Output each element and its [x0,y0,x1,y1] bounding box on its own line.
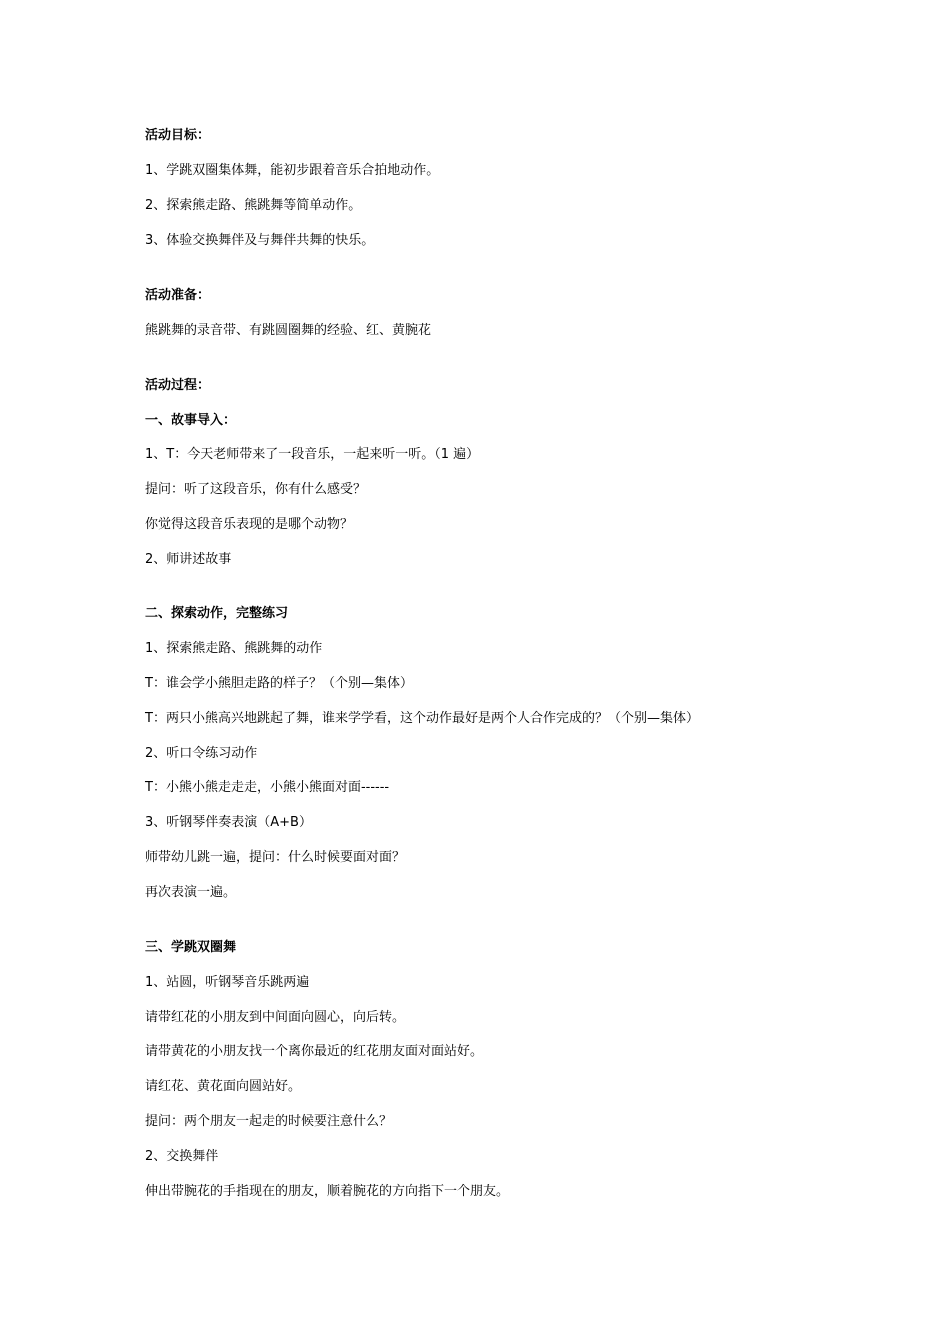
section1-line-1: 1、T：今天老师带来了一段音乐，一起来听一听。（1 遍） [145,447,480,462]
section2-line-7: 师带幼儿跳一遍，提问：什么时候要面对面？ [145,850,406,865]
section3-line-3: 请带黄花的小朋友找一个离你最近的红花朋友面对面站好。 [145,1044,484,1059]
section3-line-5: 提问：两个朋友一起走的时候要注意什么？ [145,1114,393,1129]
goals-heading: 活动目标： [145,128,211,143]
goal-item-3: 3、体验交换舞伴及与舞伴共舞的快乐。 [145,233,375,248]
section2-heading: 二、探索动作，完整练习 [145,606,289,621]
section2-line-1: 1、探索熊走路、熊跳舞的动作 [145,641,323,656]
process-heading: 活动过程： [145,378,211,393]
section2-line-5: T：小熊小熊走走走，小熊小熊面对面------ [145,780,390,795]
section2-line-4: 2、听口令练习动作 [145,746,258,761]
section1-line-4: 2、师讲述故事 [145,552,232,567]
goal-item-1: 1、学跳双圈集体舞，能初步跟着音乐合拍地动作。 [145,163,440,178]
goal-item-2: 2、探索熊走路、熊跳舞等简单动作。 [145,198,362,213]
section2-line-8: 再次表演一遍。 [145,885,237,900]
section1-heading: 一、故事导入： [145,413,237,428]
section3-line-2: 请带红花的小朋友到中间面向圆心，向后转。 [145,1010,406,1025]
section2-line-6: 3、听钢琴伴奏表演（A+B） [145,815,312,830]
section3-line-6: 2、交换舞伴 [145,1149,219,1164]
section3-line-1: 1、站圆，听钢琴音乐跳两遍 [145,975,310,990]
section1-line-3: 你觉得这段音乐表现的是哪个动物？ [145,517,354,532]
section2-line-3: T：两只小熊高兴地跳起了舞，谁来学学看，这个动作最好是两个人合作完成的？（个别—集体） [145,711,699,726]
section2-line-2: T：谁会学小熊胆走路的样子？（个别—集体） [145,676,413,691]
preparation-text: 熊跳舞的录音带、有跳圆圈舞的经验、红、黄腕花 [145,323,432,338]
section3-line-7: 伸出带腕花的手指现在的朋友，顺着腕花的方向指下一个朋友。 [145,1184,510,1199]
section3-line-4: 请红花、黄花面向圆站好。 [145,1079,302,1094]
section1-line-2: 提问：听了这段音乐，你有什么感受？ [145,482,367,497]
preparation-heading: 活动准备： [145,288,211,303]
section3-heading: 三、学跳双圈舞 [145,940,237,955]
